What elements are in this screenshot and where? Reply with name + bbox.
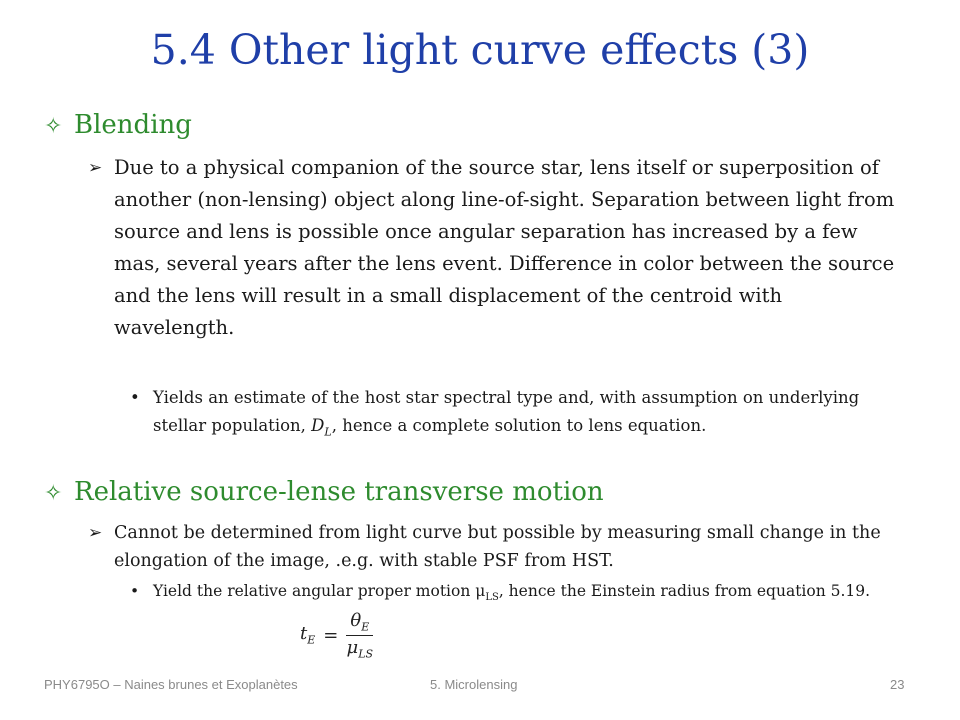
dot-bullet-icon: • bbox=[130, 388, 140, 407]
blending-description-text: Due to a physical companion of the source star, lens itself or superposition of another (non-lensing) object along line-of-sight. Separation between light from source and lens is possible once angular separation has increased by a few mas, several years after the lens event. Difference in color between the source and the lens will result in a small displacement of the centroid with wavelength. bbox=[114, 156, 895, 339]
footer-course: PHY6795O – Naines brunes et Exoplanètes bbox=[44, 677, 298, 692]
section-heading-blending bbox=[44, 110, 192, 140]
slide-title: 5.4 Other light curve effects (3) bbox=[150, 26, 810, 74]
blending-bullet-text: Yields an estimate of the host star spectral type and, with assumption on underlying stellar population, $D_L$, hence a complete solution to lens equation. bbox=[153, 388, 860, 439]
blending-bullet bbox=[130, 384, 900, 446]
math-d-l: $D_L$ bbox=[311, 416, 332, 439]
eq-lhs: $t_E$ bbox=[300, 623, 316, 647]
arrow-bullet-icon: ➢ bbox=[88, 158, 103, 178]
blending-description bbox=[88, 152, 908, 344]
section-heading-relative-motion bbox=[44, 477, 604, 507]
eq-equals: = bbox=[323, 624, 339, 646]
diamond-star-icon: ✧ bbox=[44, 481, 63, 506]
relative-motion-description-text: Cannot be determined from light curve but possible by measuring small change in the elongation of the image, .e.g. with stable PSF from HST. bbox=[114, 523, 881, 571]
arrow-bullet-icon: ➢ bbox=[88, 523, 103, 543]
eq-denominator: $\mu_{LS}$ bbox=[346, 636, 374, 661]
eq-fraction bbox=[346, 610, 373, 660]
dot-bullet-icon: • bbox=[130, 582, 140, 600]
heading-label: Relative source-lense transverse motion bbox=[74, 477, 604, 507]
relative-motion-description bbox=[88, 519, 908, 575]
einstein-time-equation bbox=[300, 610, 373, 660]
heading-label: Blending bbox=[74, 110, 192, 140]
diamond-star-icon: ✧ bbox=[44, 114, 63, 139]
relative-motion-bullet-text: Yield the relative angular proper motion $\mu_{LS}$, hence the Einstein radius from equation 5.19. bbox=[153, 582, 871, 604]
eq-numerator: $\theta_E$ bbox=[346, 610, 373, 636]
footer-chapter: 5. Microlensing bbox=[430, 677, 518, 692]
footer-page-number: 23 bbox=[890, 677, 905, 692]
relative-motion-bullet bbox=[130, 578, 900, 611]
